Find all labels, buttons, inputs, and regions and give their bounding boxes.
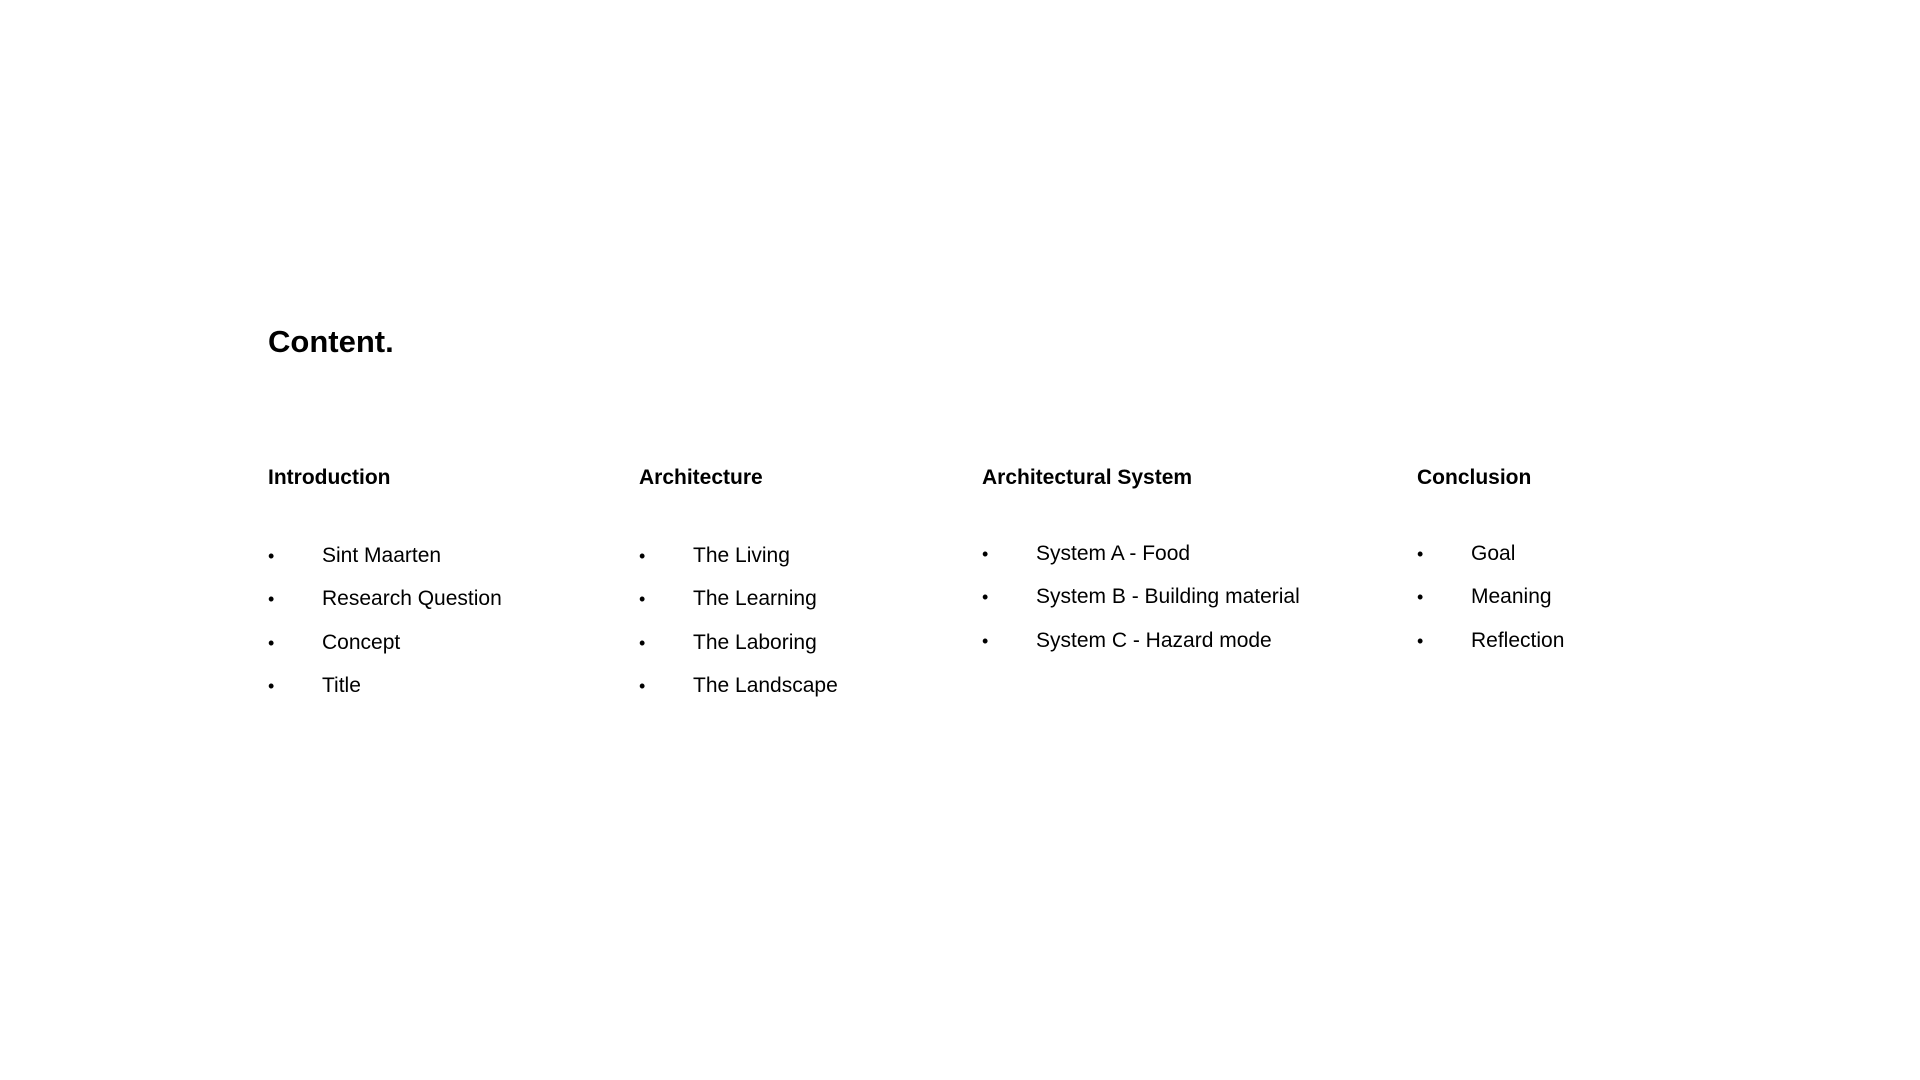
- bullet-list: [268, 534, 502, 708]
- list-item: [268, 621, 502, 665]
- bullet-icon: •: [639, 589, 646, 610]
- list-item-label: Goal: [1471, 541, 1516, 565]
- list-item: [1417, 619, 1564, 663]
- bullet-icon: •: [639, 676, 646, 697]
- list-item-label: System A - Food: [1036, 541, 1191, 565]
- section-heading: Introduction: [268, 466, 391, 489]
- page-title: Content.: [268, 324, 394, 359]
- bullet-icon: •: [639, 632, 646, 653]
- bullet-icon: •: [1417, 543, 1424, 564]
- list-item-label: Title: [322, 674, 361, 698]
- section-architectural-system: [982, 464, 1300, 652]
- list-item-label: Reflection: [1471, 628, 1565, 652]
- bullet-icon: •: [1417, 630, 1424, 651]
- list-item: [639, 534, 838, 578]
- list-item: [639, 578, 838, 622]
- bullet-icon: •: [268, 632, 275, 653]
- bullet-icon: •: [268, 676, 275, 697]
- bullet-icon: •: [982, 630, 989, 651]
- bullet-icon: •: [982, 587, 989, 608]
- bullet-list: [639, 534, 838, 708]
- section-conclusion: [1417, 464, 1565, 652]
- bullet-icon: •: [1417, 587, 1424, 608]
- bullet-icon: •: [639, 545, 646, 566]
- list-item: [639, 665, 838, 709]
- list-item: [982, 576, 1300, 620]
- list-item-label: The Landscape: [693, 674, 838, 698]
- list-item: [268, 578, 502, 622]
- list-item-label: Concept: [322, 630, 401, 654]
- bullet-icon: •: [268, 545, 275, 566]
- bullet-list: [982, 532, 1300, 663]
- section-heading: Architectural System: [982, 466, 1193, 489]
- list-item: [982, 619, 1300, 663]
- bullet-list: [1417, 532, 1564, 663]
- list-item-label: System C - Hazard mode: [1036, 628, 1272, 652]
- bullet-icon: •: [982, 543, 989, 564]
- list-item: [268, 534, 502, 578]
- list-item-label: System B - Building material: [1036, 585, 1300, 609]
- list-item-label: The Living: [693, 543, 790, 567]
- list-item: [1417, 576, 1564, 620]
- bullet-icon: •: [268, 589, 275, 610]
- list-item: [639, 621, 838, 665]
- list-item: [982, 532, 1300, 576]
- list-item-label: Research Question: [322, 587, 502, 611]
- list-item-label: Sint Maarten: [322, 543, 442, 567]
- section-heading: Architecture: [639, 466, 763, 489]
- section-heading: Conclusion: [1417, 466, 1532, 489]
- list-item: [1417, 532, 1564, 576]
- list-item: [268, 665, 502, 709]
- section-architecture: [639, 464, 838, 698]
- list-item-label: The Laboring: [693, 630, 817, 654]
- section-introduction: [268, 464, 502, 698]
- list-item-label: Meaning: [1471, 585, 1552, 609]
- list-item-label: The Learning: [693, 587, 817, 611]
